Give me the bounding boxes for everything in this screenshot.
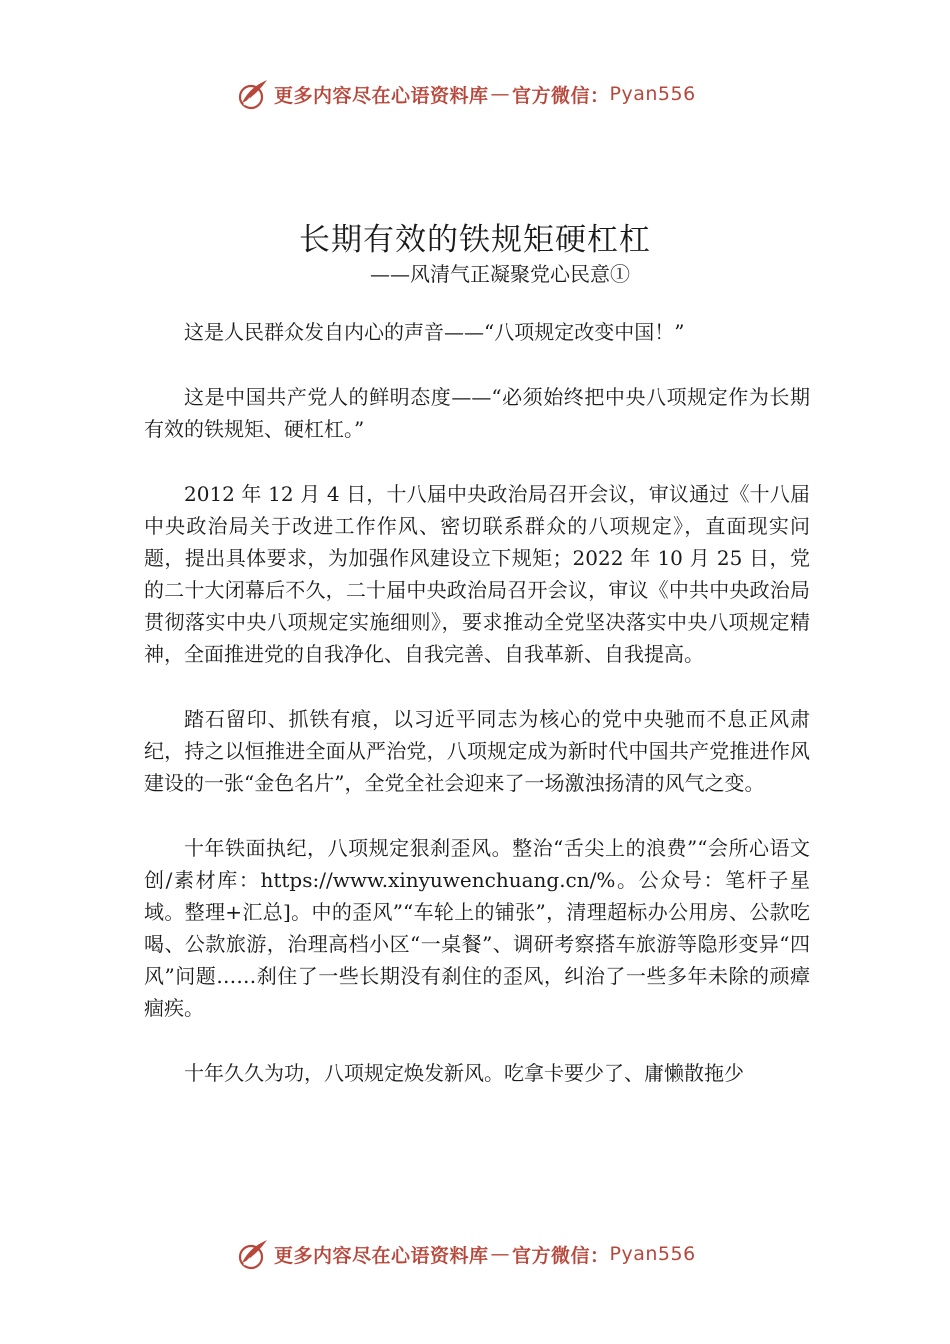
quill-logo-icon	[236, 1237, 270, 1271]
paragraph-6: 十年久久为功，八项规定焕发新风。吃拿卡要少了、庸懒散拖少	[184, 1061, 744, 1085]
watermark-wechat-label: 官方微信：	[512, 84, 610, 107]
watermark-wechat-id: Pyan556	[609, 1243, 696, 1265]
watermark-separator: —	[490, 1243, 511, 1265]
watermark-header	[236, 76, 696, 112]
watermark-wechat-id: Pyan556	[609, 83, 696, 105]
paragraph-3: 2012 年 12 月 4 日，十八届中央政治局召开会议，审议通过《十八届中央政治局关于改进工作作风、密切联系群众的八项规定》，直面现实问题，提出具体要求，为加强作风建设立下规矩；2022 年 10 月 25 日，党的二十大闭幕后不久，二十届中央政治局召开会议，审议《中共中央政治局贯彻落实中央八项规定实施细则》，要求推动全党坚决落实中央八项规定精神，全面推进党的自我净化、自我完善、自我革新、自我提高。	[144, 482, 810, 666]
watermark-wechat-label: 官方微信：	[512, 1244, 610, 1267]
watermark-main-text: 更多内容尽在心语资料库	[274, 1244, 489, 1267]
quill-logo-icon	[236, 77, 270, 111]
watermark-footer	[236, 1236, 696, 1272]
watermark-separator: —	[490, 83, 511, 105]
paragraph-1: 这是人民群众发自内心的声音——“八项规定改变中国！”	[184, 320, 685, 344]
paragraph-2: 这是中国共产党人的鲜明态度——“必须始终把中央八项规定作为长期有效的铁规矩、硬杠杠。”	[144, 385, 810, 441]
document-subtitle: ——风清气正凝聚党心民意①	[370, 262, 630, 286]
document-title: 长期有效的铁规矩硬杠杠	[299, 222, 651, 258]
paragraph-5: 十年铁面执纪，八项规定狠刹歪风。整治“舌尖上的浪费”“会所心语文创/素材库：https://www.xinyuwenchuang.cn/%。公众号：笔杆子星域。整理+汇总]。中的歪风”“车轮上的铺张”，清理超标办公用房、公款吃喝、公款旅游，治理高档小区“一桌餐”、调研考察搭车旅游等隐形变异“四风”问题……刹住了一些长期没有刹住的歪风，纠治了一些多年未除的顽瘴痼疾。	[144, 836, 810, 1020]
watermark-main-text: 更多内容尽在心语资料库	[274, 84, 489, 107]
document-body	[144, 316, 810, 1122]
paragraph-4: 踏石留印、抓铁有痕，以习近平同志为核心的党中央驰而不息正风肃纪，持之以恒推进全面从严治党，八项规定成为新时代中国共产党推进作风建设的一张“金色名片”，全党全社会迎来了一场激浊扬清的风气之变。	[144, 707, 810, 795]
